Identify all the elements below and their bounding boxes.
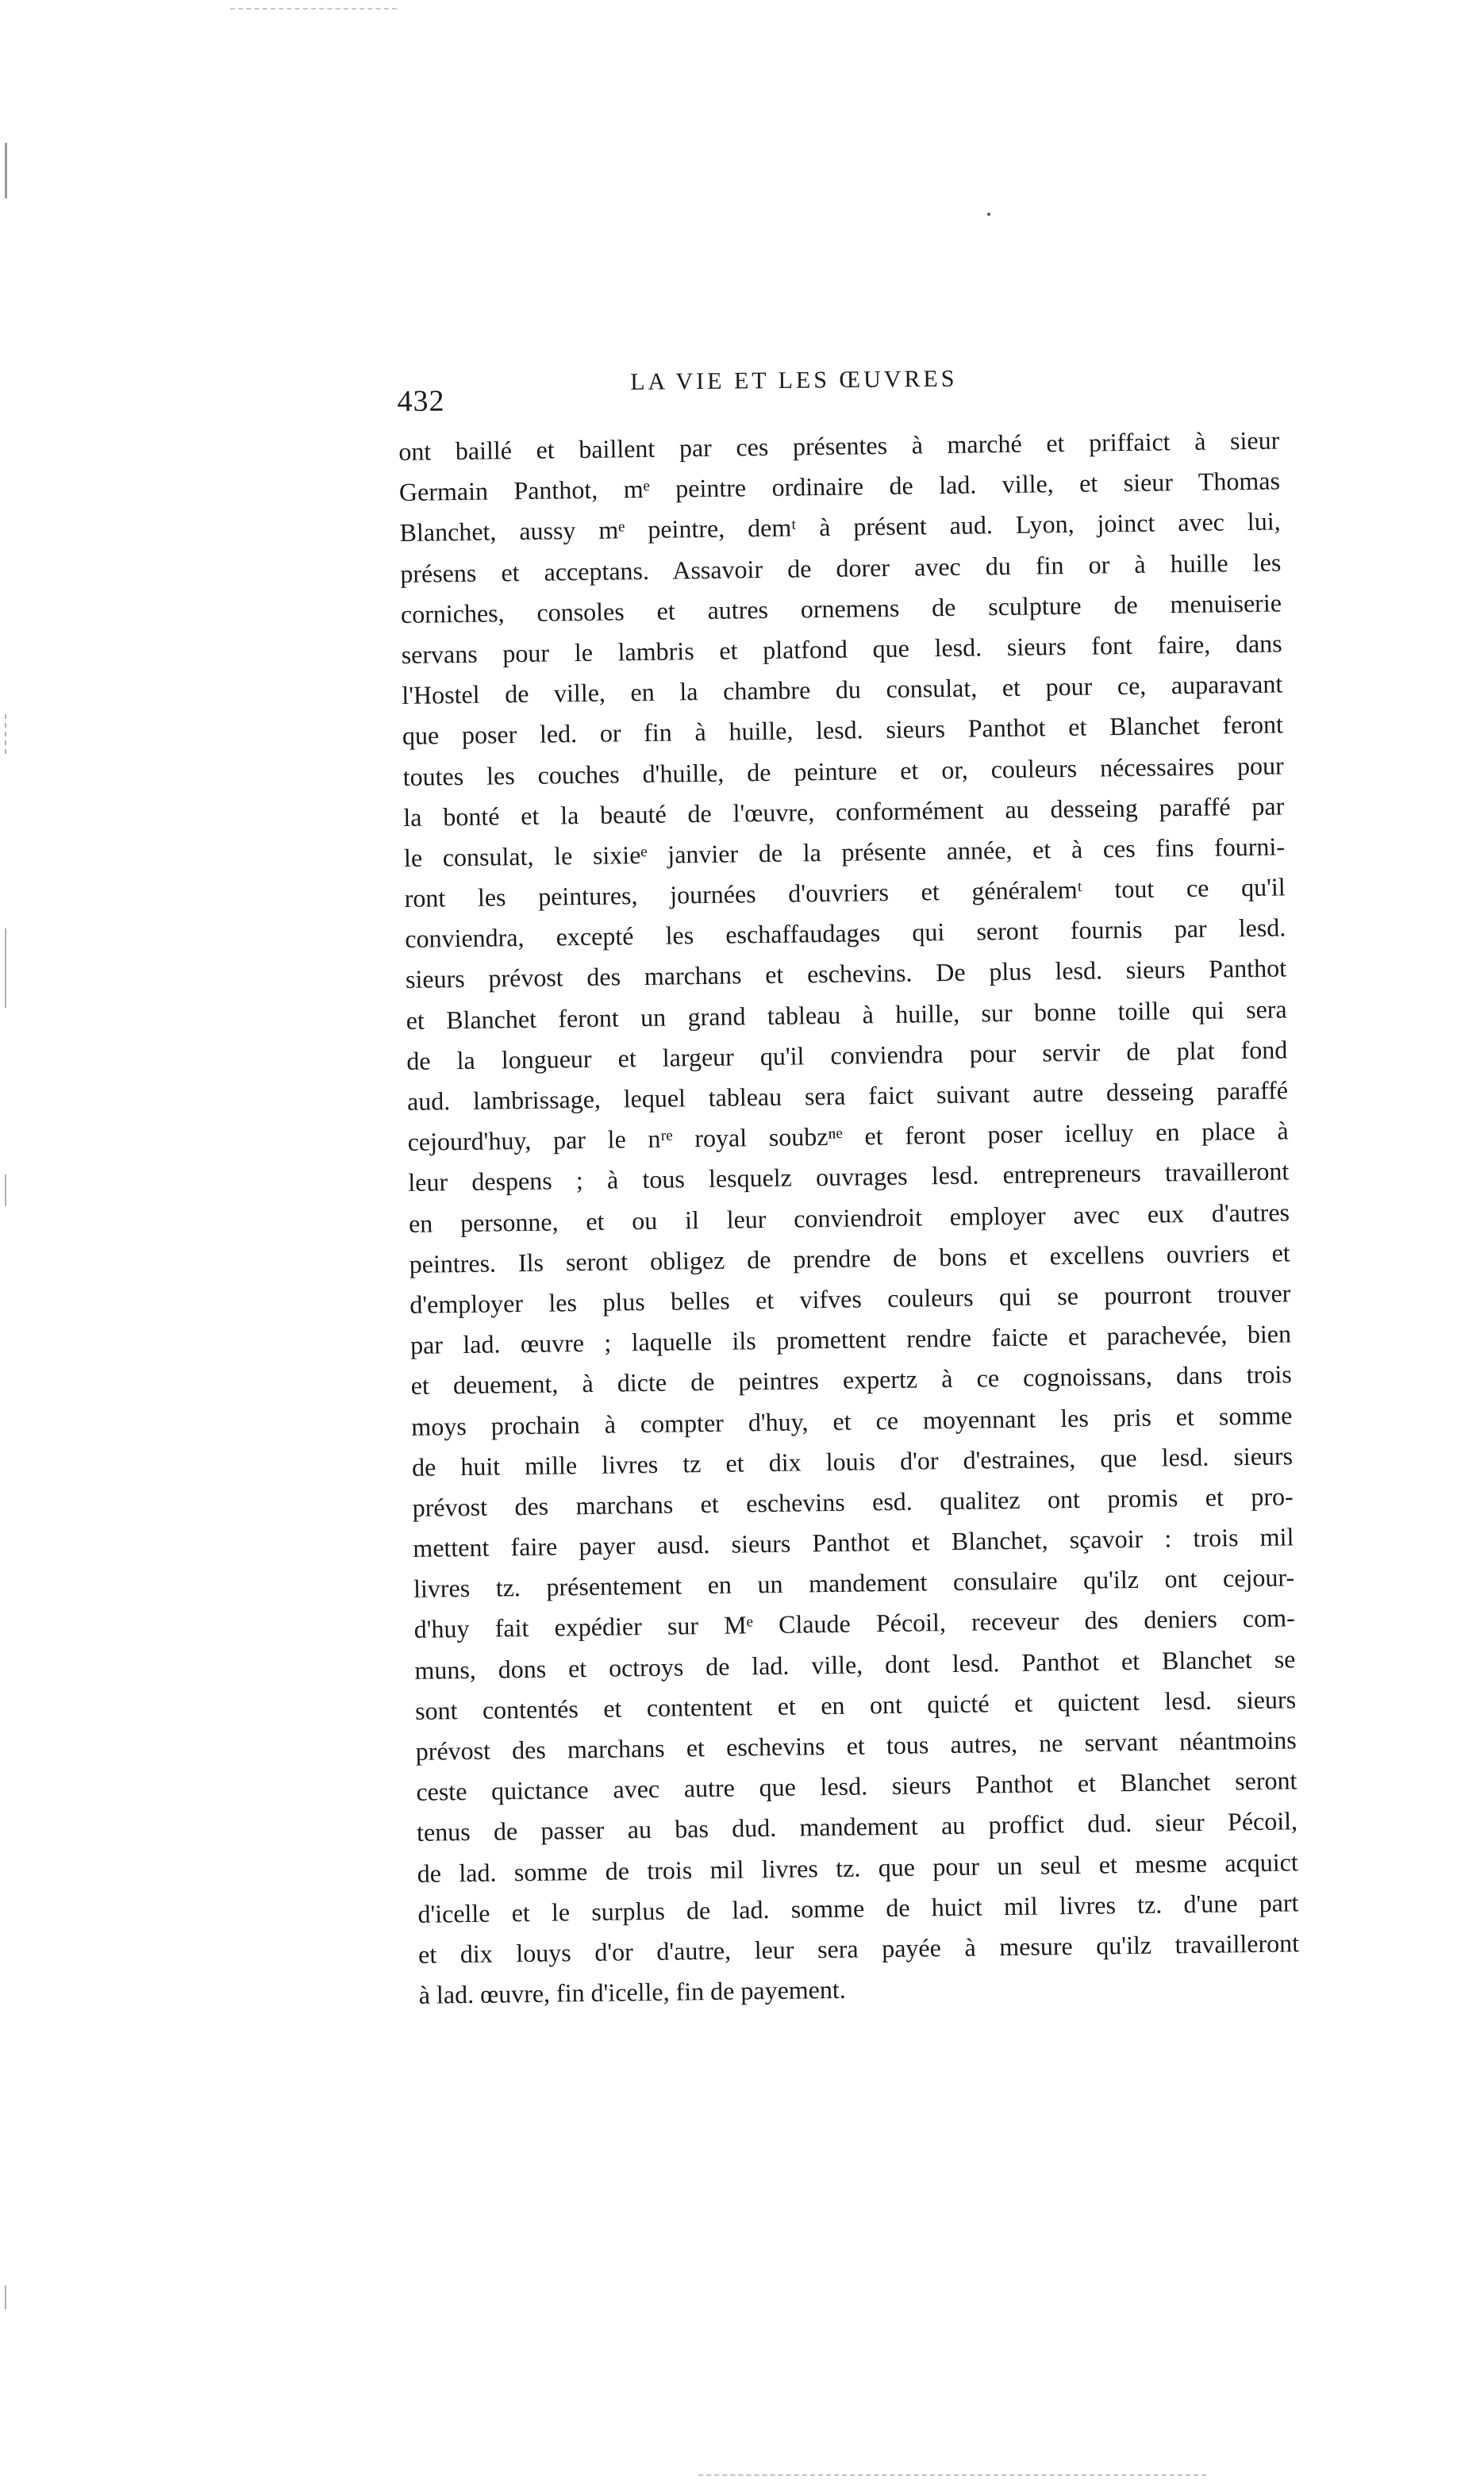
text-line: présens et acceptans. Assavoir de dorer avec du fin or à huille les <box>400 548 1282 588</box>
text-line: mettent faire payer ausd. sieurs Panthot et Blanchet, sçavoir : trois mil <box>413 1522 1294 1563</box>
text-line: sont contentés et contentent et en ont quicté et quictent lesd. sieurs <box>414 1685 1297 1725</box>
text-line: la bonté et la beauté de l'œuvre, conformément au desseing paraffé par <box>403 791 1285 832</box>
body-text <box>398 420 1300 2016</box>
text-line: que poser led. or fin à huille, lesd. sieurs Panthot et Blanchet feront <box>402 709 1284 751</box>
text-line: toutes les couches d'huille, de peinture et or, couleurs nécessaires pour <box>402 750 1284 791</box>
text-line: ont baillé et baillent par ces présentes à marché et priffaict à sieur <box>398 425 1280 466</box>
text-line: tenus de passer au bas dud. mandement au proffict dud. sieur Pécoil, <box>416 1806 1298 1847</box>
text-line: de lad. somme de trois mil livres tz. que pour un seul et mesme acquict <box>417 1847 1298 1888</box>
text-line: de huit mille livres tz et dix louis d'or d'estraines, que lesd. sieurs <box>411 1441 1294 1482</box>
text-line: par lad. œuvre ; laquelle ils promettent rendre faicte et parachevée, bien <box>409 1319 1292 1360</box>
text-line: cejourd'huy, par le nʳᵉ royal soubzⁿᵉ et feront poser icelluy en place à <box>407 1116 1289 1157</box>
scan-artifact <box>5 2285 6 2309</box>
scan-artifact <box>5 143 7 198</box>
text-line: Blanchet, aussy mᵉ peintre, demᵗ à présent aud. Lyon, joinct avec lui, <box>399 506 1281 548</box>
text-line: Germain Panthot, mᵉ peintre ordinaire de lad. ville, et sieur Thomas <box>398 466 1281 507</box>
text-line: leur despens ; à tous lesquelz ouvrages lesd. entrepreneurs travailleront <box>408 1156 1290 1197</box>
text-line: prévost des marchans et eschevins et tous autres, ne servant néantmoins <box>415 1725 1297 1766</box>
text-line: d'icelle et le surplus de lad. somme de huict mil livres tz. d'une part <box>417 1888 1299 1928</box>
text-line: peintres. Ils seront obligez de prendre de bons et excellens ouvriers et <box>409 1238 1290 1278</box>
text-line: conviendra, excepté les eschaffaudages qui seront fournis par lesd. <box>405 913 1286 954</box>
text-line: de la longueur et largeur qu'il conviendra pour servir de plat fond <box>406 1035 1288 1075</box>
running-head-title: LA VIE ET LES ŒUVRES <box>630 365 958 395</box>
text-line: corniches, consoles et autres ornemens de sculpture de menuiserie <box>400 588 1282 628</box>
text-line: et deuement, à dicte de peintres expertz à ce cognoissans, dans trois <box>410 1359 1292 1401</box>
text-line: livres tz. présentement en un mandement consulaire qu'ilz ont cejour- <box>413 1563 1295 1604</box>
scan-artifact <box>5 714 6 754</box>
text-line: et dix louys d'or d'autre, leur sera payée à mesure qu'ilz travailleront <box>417 1928 1300 1969</box>
scan-artifact <box>987 213 990 216</box>
text-line: et Blanchet feront un grand tableau à huille, sur bonne toille qui sera <box>406 994 1287 1035</box>
text-line: muns, dons et octroys de lad. ville, dont lesd. Panthot et Blanchet se <box>414 1643 1296 1685</box>
running-head <box>397 360 985 418</box>
text-line: ceste quictance avec autre que lesd. sieurs Panthot et Blanchet seront <box>416 1766 1298 1807</box>
text-line: l'Hostel de ville, en la chambre du consulat, et pour ce, auparavant <box>402 669 1283 710</box>
text-line: moys prochain à compter d'huy, et ce moyennant les pris et somme <box>411 1400 1293 1441</box>
scan-artifact <box>698 2474 1206 2476</box>
text-line: prévost des marchans et eschevins esd. qualitez ont promis et pro- <box>412 1482 1294 1522</box>
text-line: servans pour le lambris et platfond que lesd. sieurs font faire, dans <box>401 628 1282 669</box>
text-line: d'huy fait expédier sur Mᵉ Claude Pécoil, receveur des deniers com- <box>413 1603 1295 1644</box>
text-line: ront les peintures, journées d'ouvriers et généralemᵗ tout ce qu'il <box>404 872 1286 913</box>
text-line: en personne, et ou il leur conviendroit employer avec eux d'autres <box>408 1197 1290 1238</box>
scan-artifact <box>5 1174 6 1206</box>
text-line: aud. lambrissage, lequel tableau sera faict suivant autre desseing paraffé <box>406 1075 1289 1116</box>
text-line: d'employer les plus belles et vifves couleurs qui se pourront trouver <box>409 1278 1291 1319</box>
scan-artifact <box>5 928 6 1008</box>
text-line: à lad. œuvre, fin d'icelle, fin de payement. <box>418 1974 846 2009</box>
text-line: sieurs prévost des marchans et eschevins. De plus lesd. sieurs Panthot <box>405 953 1287 994</box>
text-line: le consulat, le sixieᵉ janvier de la présente année, et à ces fins fourni- <box>403 832 1286 872</box>
scan-artifact <box>230 8 397 10</box>
page-number: 432 <box>397 384 445 418</box>
